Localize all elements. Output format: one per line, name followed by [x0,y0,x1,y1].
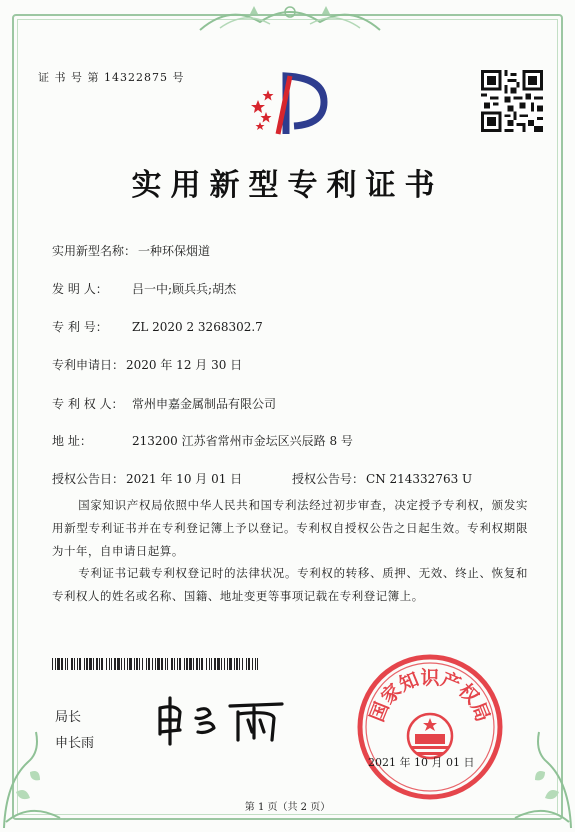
grant-date-row [52,470,242,487]
utility-model-name-row [52,242,210,259]
filing-date-row [52,356,242,373]
filing-date-label: 专利申请日： [52,358,125,372]
top-ornament-icon [190,0,390,34]
utility-model-name-value: 一种环保烟道 [138,244,211,258]
grant-number-value: CN 214332763 U [366,472,473,486]
patent-number-row [52,318,263,335]
filing-date-value: 2020 年 12 月 30 日 [126,358,243,372]
svg-text:国家知识产权局: 国家知识产权局 [366,667,494,725]
qr-code-icon [481,70,543,132]
grant-date-value: 2021 年 10 月 01 日 [126,472,243,486]
patent-number-value: ZL 2020 2 3268302.7 [132,320,263,334]
certificate-number: 证 书 号 第 14322875 号 [38,71,185,84]
address-value: 213200 江苏省常州市金坛区兴辰路 8 号 [132,434,353,448]
official-seal-stamp [355,652,505,802]
director-title: 局长 [55,710,82,725]
utility-model-name-label: 实用新型名称： [52,244,137,258]
certificate-title: 实用新型专利证书 [131,168,444,203]
patentee-label: 专 利 权 人： [52,397,124,411]
seal-date: 2021 年 10 月 01 日 [368,756,475,769]
cnipa-logo-icon [244,72,330,140]
legal-status-paragraph: 专利证书记载专利权登记时的法律状况。专利权的转移、质押、无效、终止、恢复和专利权人的姓名或名称、国籍、地址变更等事项记载在专利登记簿上。 [52,566,528,603]
barcode-icon [52,658,258,670]
grant-number-label: 授权公告号： [292,472,365,486]
grant-number-row [292,470,472,487]
director-signature [150,690,290,746]
page-number: 第 1 页（共 2 页） [244,802,331,813]
inventor-value: 吕一中;顾兵兵;胡杰 [132,282,237,296]
address-label: 地 址： [52,434,92,448]
inventor-row [52,280,236,297]
grant-date-label: 授权公告日： [52,472,125,486]
patentee-row [52,395,276,412]
patentee-value: 常州申嘉金属制品有限公司 [132,397,277,411]
address-row [52,432,353,449]
inventor-label: 发 明 人： [52,282,108,296]
corner-ornament-icon [505,722,575,832]
director-name: 申长雨 [55,736,95,751]
patent-number-label: 专 利 号： [52,320,108,334]
grant-statement-paragraph: 国家知识产权局依照中华人民共和国专利法经过初步审查，决定授予专利权，颁发实用新型专利证书并在专利登记簿上予以登记。专利权自授权公告之日起生效。专利权期限为十年，自申请日起算。 [52,498,528,558]
